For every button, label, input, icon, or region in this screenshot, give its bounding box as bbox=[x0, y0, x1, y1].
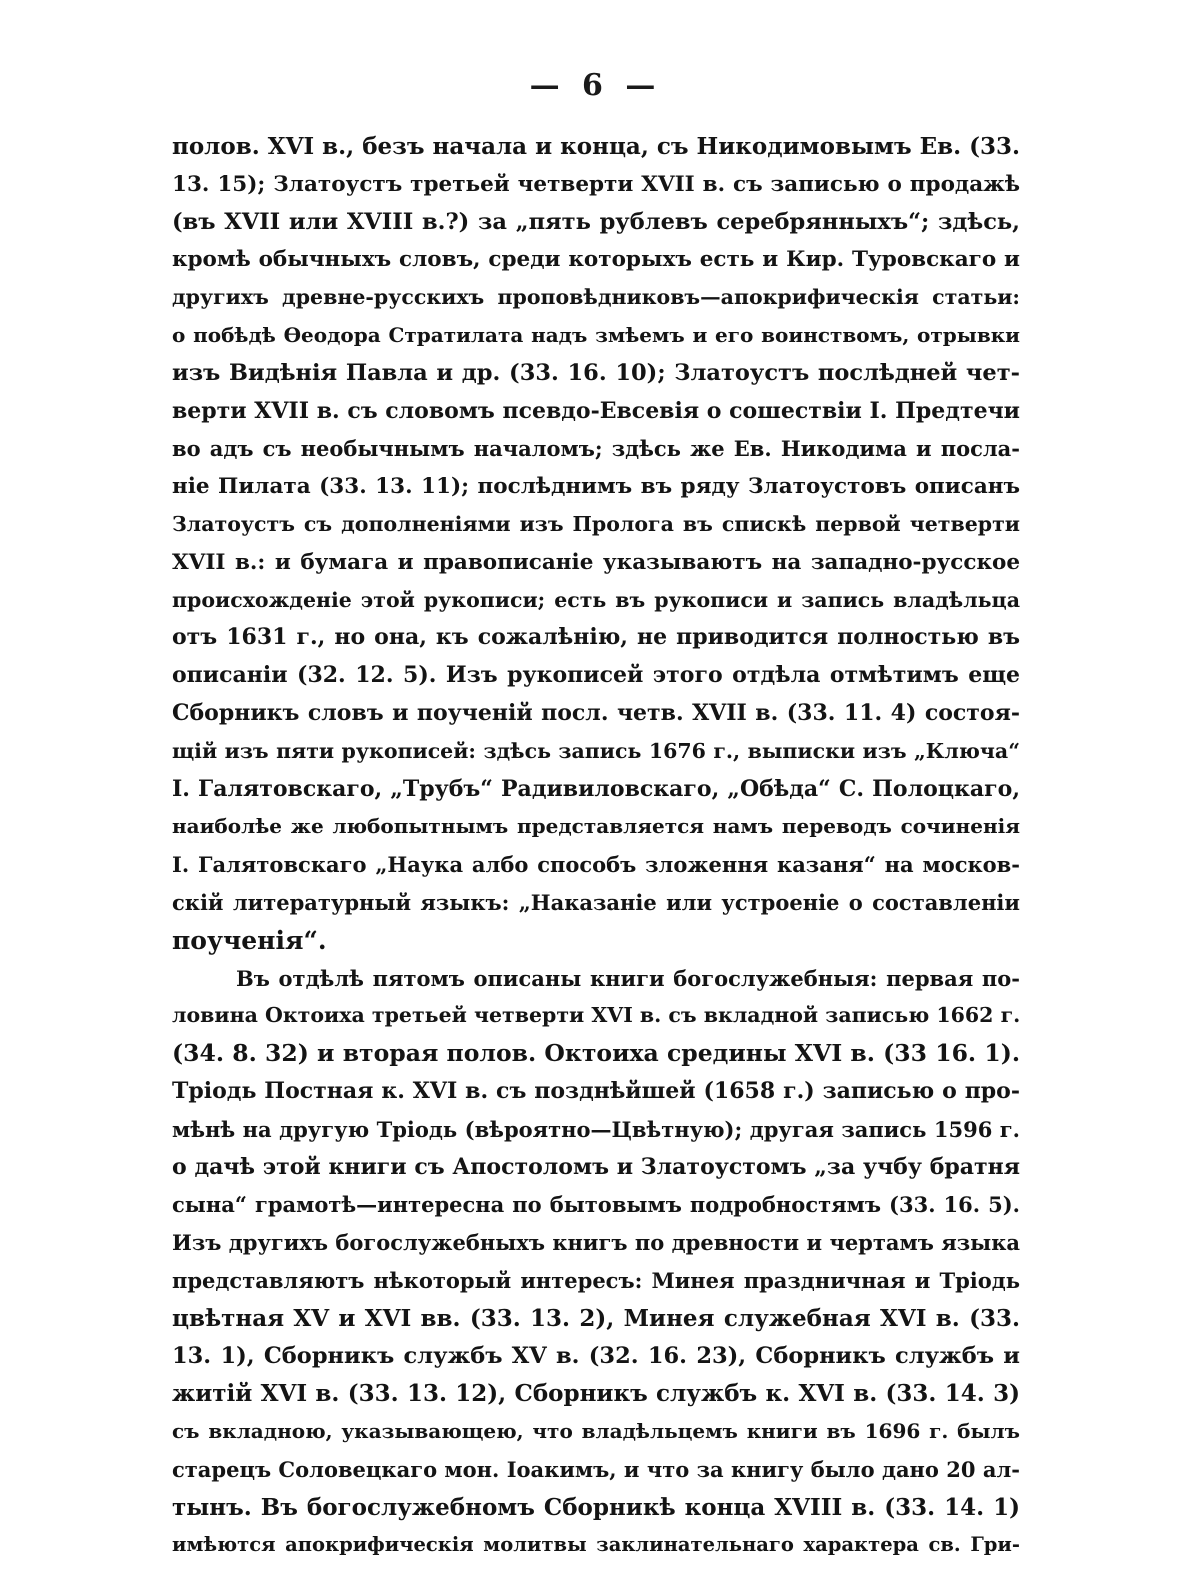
text-line: описаніи (32. 12. 5). Изъ рукописей этого отдѣла отмѣтимъ еще bbox=[172, 662, 1020, 689]
text-line: другихъ древне-русскихъ проповѣдниковъ—апокрифическія статьи: bbox=[172, 285, 1020, 310]
text-line: Изъ другихъ богослужебныхъ книгъ по древности и чертамъ языка bbox=[172, 1230, 1020, 1256]
text-line: (34. 8. 32) и вторая полов. Октоиха средины XVI в. (33 16. 1). bbox=[172, 1039, 1020, 1068]
text-line: ніе Пилата (33. 13. 11); послѣднимъ въ ряду Златоустовъ описанъ bbox=[172, 474, 1020, 500]
text-line: 13. 1), Сборникъ службъ XV в. (32. 16. 23), Сборникъ службъ и bbox=[172, 1342, 1020, 1369]
text-line: верти XVII в. съ словомъ псевдо-Евсевія о сошествіи I. Предтечи bbox=[172, 397, 1020, 424]
paragraph-end-line: поученія“. bbox=[172, 925, 327, 955]
text-line: съ вкладною, указывающею, что владѣльцемъ книги въ 1696 г. былъ bbox=[172, 1419, 1020, 1444]
page-number: — 6 — bbox=[529, 68, 662, 103]
text-line: отъ 1631 г., но она, къ сожалѣнію, не приводится полностью въ bbox=[172, 624, 1020, 651]
text-line: тынъ. Въ богослужебномъ Сборникѣ конца XVIII в. (33. 14. 1) bbox=[172, 1493, 1020, 1521]
text-line: мѣнѣ на другую Тріодь (вѣроятно—Цвѣтную); другая запись 1596 г. bbox=[172, 1116, 1020, 1142]
text-line: во адъ съ необычнымъ началомъ; здѣсь же Ев. Никодима и посла- bbox=[172, 436, 1020, 462]
text-line: полов. XVI в., безъ начала и конца, съ Никодимовымъ Ев. (33. bbox=[172, 133, 1021, 160]
text-line: I. Галятовскаго „Наука албо способъ зложення казаня“ на москов- bbox=[172, 852, 1020, 878]
text-line: наиболѣе же любопытнымъ представляется намъ переводъ сочиненія bbox=[172, 814, 1020, 839]
text-line: (въ XVII или XVIII в.?) за „пять рублевъ серебрянныхъ“; здѣсь, bbox=[172, 208, 1020, 235]
body-text bbox=[172, 128, 1020, 1564]
text-line: происхожденіе этой рукописи; есть въ рукописи и запись владѣльца bbox=[172, 587, 1020, 612]
paragraph-start-line: Въ отдѣлѣ пятомъ описаны книги богослужебныя: первая по- bbox=[236, 965, 1020, 991]
text-line: сына“ грамотѣ—интересна по бытовымъ подробностямъ (33. 16. 5). bbox=[172, 1192, 1020, 1218]
text-line: 13. 15); Златоустъ третьей четверти XVII в. съ записью о продажѣ bbox=[172, 171, 1020, 197]
text-line: Сборникъ словъ и поученій посл. четв. XVII в. (33. 11. 4) состоя- bbox=[172, 699, 1020, 726]
text-line: изъ Видѣнія Павла и др. (33. 16. 10); Златоустъ послѣдней чет- bbox=[172, 359, 1020, 386]
text-line: щій изъ пяти рукописей: здѣсь запись 1676 г., выписки изъ „Ключа“ bbox=[172, 738, 1020, 763]
text-line: цвѣтная XV и XVI вв. (33. 13. 2), Минея служебная XVI в. (33. bbox=[172, 1304, 1020, 1332]
text-line: представляютъ нѣкоторый интересъ: Минея праздничная и Тріодь bbox=[172, 1267, 1020, 1293]
text-line: I. Галятовскаго, „Трубъ“ Радивиловскаго, „Обѣда“ С. Полоцкаго, bbox=[172, 775, 1020, 802]
text-line: имѣются апокрифическія молитвы заклинательнаго характера св. Гри- bbox=[172, 1533, 1020, 1557]
text-line: Златоустъ съ дополненіями изъ Пролога въ спискѣ первой четверти bbox=[172, 511, 1020, 536]
text-line: Тріодь Постная к. XVI в. съ позднѣйшей (1658 г.) записью о про- bbox=[172, 1077, 1020, 1104]
text-line: старецъ Соловецкаго мон. Іоакимъ, и что за книгу было дано 20 ал- bbox=[172, 1456, 1020, 1482]
text-line: кромѣ обычныхъ словъ, среди которыхъ есть и Кир. Туровскаго и bbox=[172, 247, 1020, 273]
text-line: житій XVI в. (33. 13. 12), Сборникъ службъ к. XVI в. (33. 14. 3) bbox=[172, 1380, 1020, 1408]
text-line: XVII в.: и бумага и правописаніе указываютъ на западно-русское bbox=[172, 549, 1020, 575]
text-line: о дачѣ этой книги съ Апостоломъ и Златоустомъ „за учбу братня bbox=[172, 1153, 1020, 1180]
text-line: скій литературный языкъ: „Наказаніе или устроеніе о составленіи bbox=[172, 889, 1020, 915]
text-line: о побѣдѣ Ѳеодора Стратилата надъ змѣемъ и его воинствомъ, отрывки bbox=[172, 322, 1020, 347]
text-line: ловина Октоиха третьей четверти XVI в. съ вкладной записью 1662 г. bbox=[172, 1003, 1021, 1028]
